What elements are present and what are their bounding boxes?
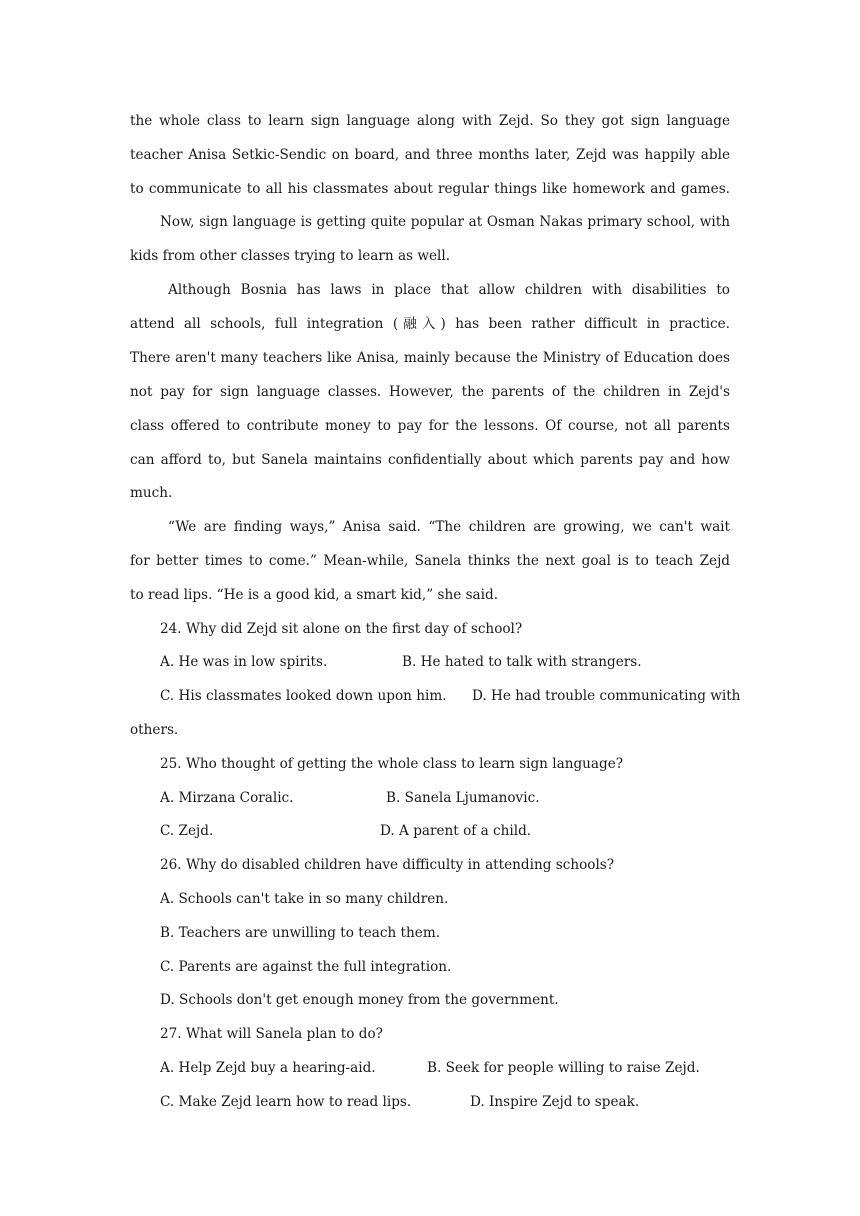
passage-line: kids from other classes trying to learn as well. [130,248,451,264]
passage-line: There aren't many teachers like Anisa, mainly because the Ministry of Education does [130,350,730,366]
passage-line: for better times to come.” Mean-while, Sanela thinks the next goal is to teach Zejd [130,553,730,569]
question-27-option-a: A. Help Zejd buy a hearing-aid. [160,1060,376,1076]
question-27-option-d: D. Inspire Zejd to speak. [470,1094,640,1110]
passage-line: Now, sign language is getting quite popular at Osman Nakas primary school, with [160,214,730,230]
question-25-option-c: C. Zejd. [160,823,214,839]
passage-line: Although Bosnia has laws in place that allow children with disabilities to [168,282,730,298]
passage-line: teacher Anisa Setkic-Sendic on board, and three months later, Zejd was happily able [130,147,730,163]
question-27-stem: 27. What will Sanela plan to do? [160,1026,383,1042]
question-26-stem: 26. Why do disabled children have difficulty in attending schools? [160,857,615,873]
question-24-option-d: D. He had trouble communicating with [472,688,741,704]
question-26-option-c: C. Parents are against the full integration. [160,959,452,975]
question-24-option-a: A. He was in low spirits. [160,654,328,670]
passage-line: can afford to, but Sanela maintains confidentially about which parents pay and how [130,452,730,468]
passage-line: the whole class to learn sign language along with Zejd. So they got sign language [130,113,730,129]
passage-line: class offered to contribute money to pay for the lessons. Of course, not all parents [130,418,730,434]
question-25-stem: 25. Who thought of getting the whole class to learn sign language? [160,756,624,772]
question-25-option-d: D. A parent of a child. [380,823,532,839]
question-26-option-a: A. Schools can't take in so many children. [160,891,449,907]
question-26-option-b: B. Teachers are unwilling to teach them. [160,925,441,941]
question-27-option-b: B. Seek for people willing to raise Zejd. [427,1060,700,1076]
question-27-option-c: C. Make Zejd learn how to read lips. [160,1094,412,1110]
question-25-option-b: B. Sanela Ljumanovic. [386,790,540,806]
passage-line: “We are finding ways,” Anisa said. “The children are growing, we can't wait [168,519,730,535]
question-25-option-a: A. Mirzana Coralic. [160,790,294,806]
passage-line: to communicate to all his classmates about regular things like homework and games. [130,181,730,197]
question-24-option-c: C. His classmates looked down upon him. [160,688,447,704]
question-24-option-d-continued: others. [130,722,179,738]
passage-line: attend all schools, full integration (融入) has been rather difficult in practice. [130,316,730,332]
question-24-stem: 24. Why did Zejd sit alone on the first day of school? [160,621,523,637]
passage-line: not pay for sign language classes. However, the parents of the children in Zejd's [130,384,730,400]
passage-line: to read lips. “He is a good kid, a smart kid,” she said. [130,587,499,603]
passage-line: much. [130,485,173,501]
question-26-option-d: D. Schools don't get enough money from the government. [160,992,559,1008]
question-24-option-b: B. He hated to talk with strangers. [402,654,642,670]
